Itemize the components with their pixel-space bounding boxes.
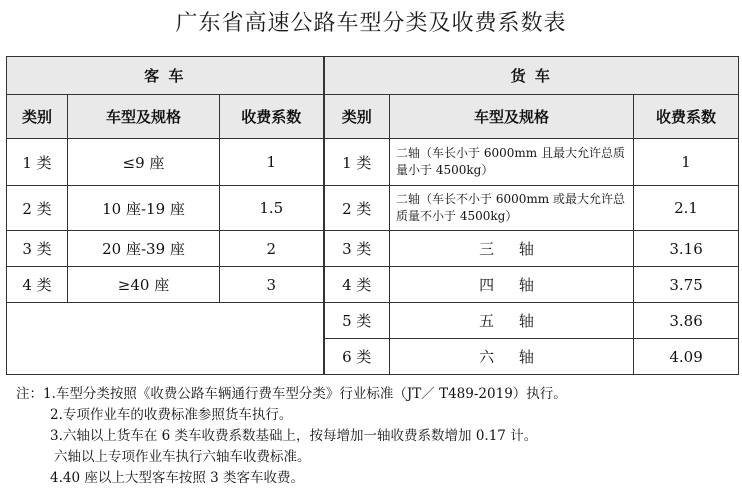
toll-classification-table — [6, 56, 739, 375]
note-line: 3.六轴以上货车在 6 类车收费系数基础上，按每增加一轴收费系数增加 0.17 计。 — [50, 428, 538, 444]
freight-spec: 六 轴 — [390, 339, 634, 375]
passenger-spec: ≤9 座 — [68, 139, 220, 186]
passenger-class: 1 类 — [7, 139, 68, 186]
passenger-class: 3 类 — [7, 231, 68, 267]
passenger-coef: 2 — [220, 231, 324, 267]
freight-spec: 四 轴 — [390, 267, 634, 303]
passenger-col-coef: 收费系数 — [220, 95, 324, 139]
freight-col-coef: 收费系数 — [634, 95, 739, 139]
freight-col-spec: 车型及规格 — [390, 95, 634, 139]
freight-class: 1 类 — [324, 139, 390, 186]
freight-class: 4 类 — [324, 267, 390, 303]
notes-section — [16, 384, 736, 489]
freight-spec: 五 轴 — [390, 303, 634, 339]
freight-col-class: 类别 — [324, 95, 390, 139]
freight-coef: 1 — [634, 139, 739, 186]
freight-spec: 二轴（车长小于 6000mm 且最大允许总质量小于 4500kg） — [390, 139, 634, 186]
passenger-spec: 10 座-19 座 — [68, 186, 220, 231]
freight-class: 2 类 — [324, 186, 390, 231]
freight-coef: 4.09 — [634, 339, 739, 375]
passenger-class: 4 类 — [7, 267, 68, 303]
passenger-header: 客 车 — [7, 57, 324, 95]
passenger-col-class: 类别 — [7, 95, 68, 139]
freight-coef: 3.16 — [634, 231, 739, 267]
passenger-col-spec: 车型及规格 — [68, 95, 220, 139]
passenger-coef: 1 — [220, 139, 324, 186]
freight-spec: 二轴（车长不小于 6000mm 或最大允许总质量不小于 4500kg） — [390, 186, 634, 231]
table-row — [7, 139, 739, 186]
freight-class: 3 类 — [324, 231, 390, 267]
note-line: 六轴以上专项作业车执行六轴车收费标准。 — [54, 449, 311, 465]
note-line: 注：1.车型分类按照《收费公路车辆通行费车型分类》行业标准（JT／ T489-2019）执行。 — [16, 386, 567, 402]
note-line: 2.专项作业车的收费标准参照货车执行。 — [50, 407, 293, 423]
freight-class: 5 类 — [324, 303, 390, 339]
passenger-spec: 20 座-39 座 — [68, 231, 220, 267]
passenger-class: 2 类 — [7, 186, 68, 231]
passenger-empty-cell — [7, 303, 324, 375]
passenger-coef: 1.5 — [220, 186, 324, 231]
column-header-row — [7, 95, 739, 139]
passenger-coef: 3 — [220, 267, 324, 303]
page-title: 广东省高速公路车型分类及收费系数表 — [175, 11, 567, 36]
passenger-spec: ≥40 座 — [68, 267, 220, 303]
freight-header: 货 车 — [324, 57, 739, 95]
freight-spec: 三 轴 — [390, 231, 634, 267]
freight-coef: 3.75 — [634, 267, 739, 303]
table-row — [7, 303, 739, 339]
group-header-row — [7, 57, 739, 95]
freight-class: 6 类 — [324, 339, 390, 375]
freight-coef: 3.86 — [634, 303, 739, 339]
table-row — [7, 267, 739, 303]
table-row — [7, 231, 739, 267]
note-line: 4.40 座以上大型客车按照 3 类客车收费。 — [50, 470, 305, 486]
freight-coef: 2.1 — [634, 186, 739, 231]
table-row — [7, 186, 739, 231]
